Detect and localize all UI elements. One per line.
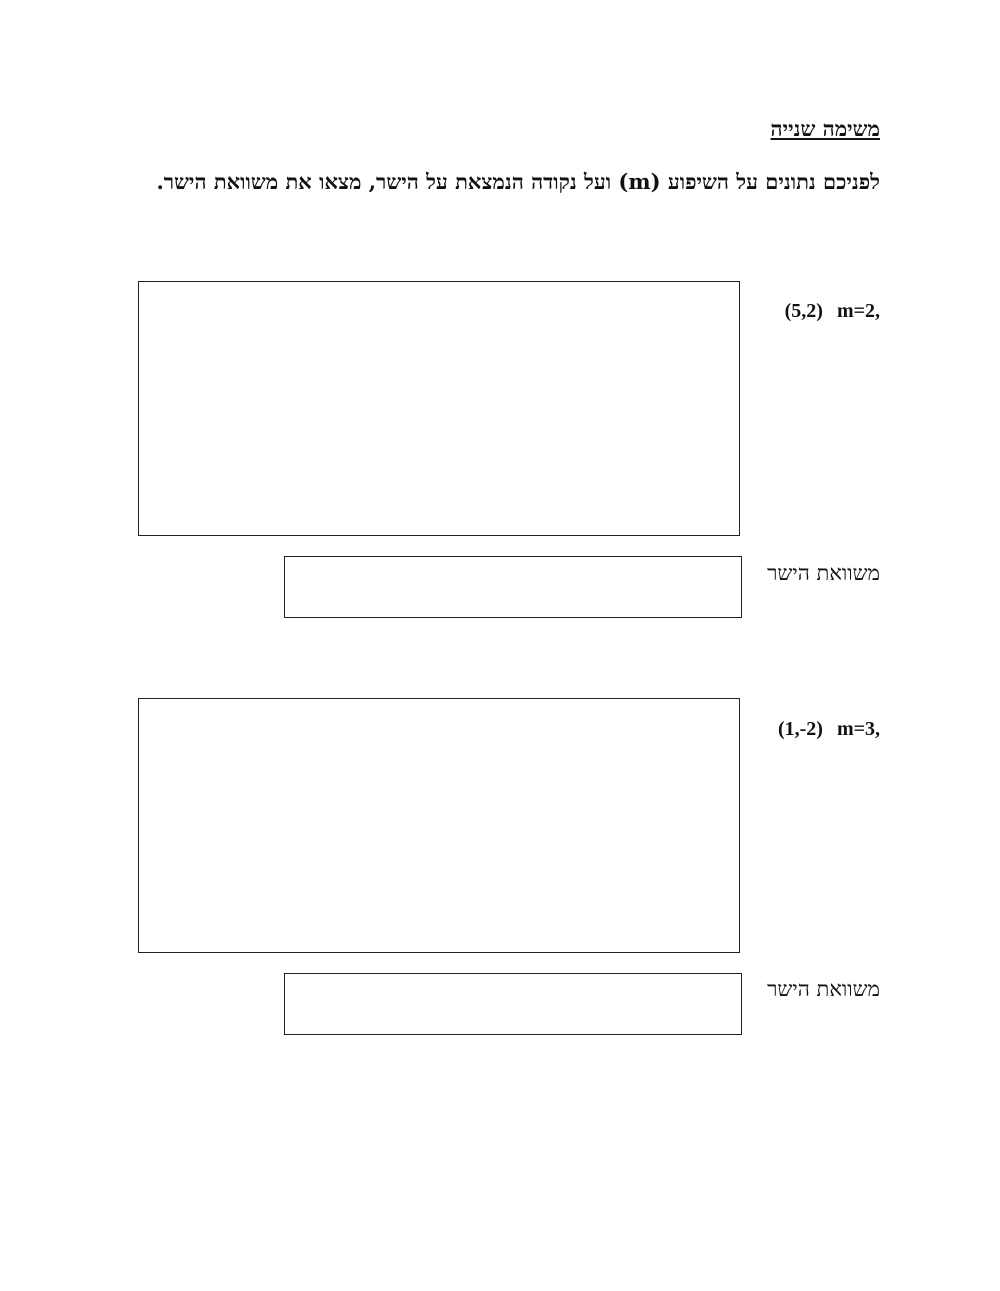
exercise-2-answer-label: משוואת הישר	[767, 977, 880, 1001]
exercise-1-given	[785, 300, 880, 323]
exercise-2-point: (1,-2)	[777, 718, 823, 740]
exercise-1-answer-input[interactable]	[284, 556, 742, 618]
exercise-1-slope: m=2,	[836, 300, 880, 322]
exercise-1-point: (5,2)	[784, 300, 823, 322]
page-title: משימה שנייה	[770, 116, 880, 141]
exercise-2-slope: m=3,	[836, 718, 880, 740]
exercise-1-answer-label: משוואת הישר	[767, 561, 880, 585]
exercise-2-work-area[interactable]	[138, 698, 740, 953]
exercise-2-given	[778, 718, 880, 741]
exercise-1-work-area[interactable]	[138, 281, 740, 536]
exercise-2-answer-input[interactable]	[284, 973, 742, 1035]
instructions-text: לפניכם נתונים על השיפוע (m) ועל נקודה הנמצאת על הישר, מצאו את משוואת הישר.	[156, 169, 880, 194]
